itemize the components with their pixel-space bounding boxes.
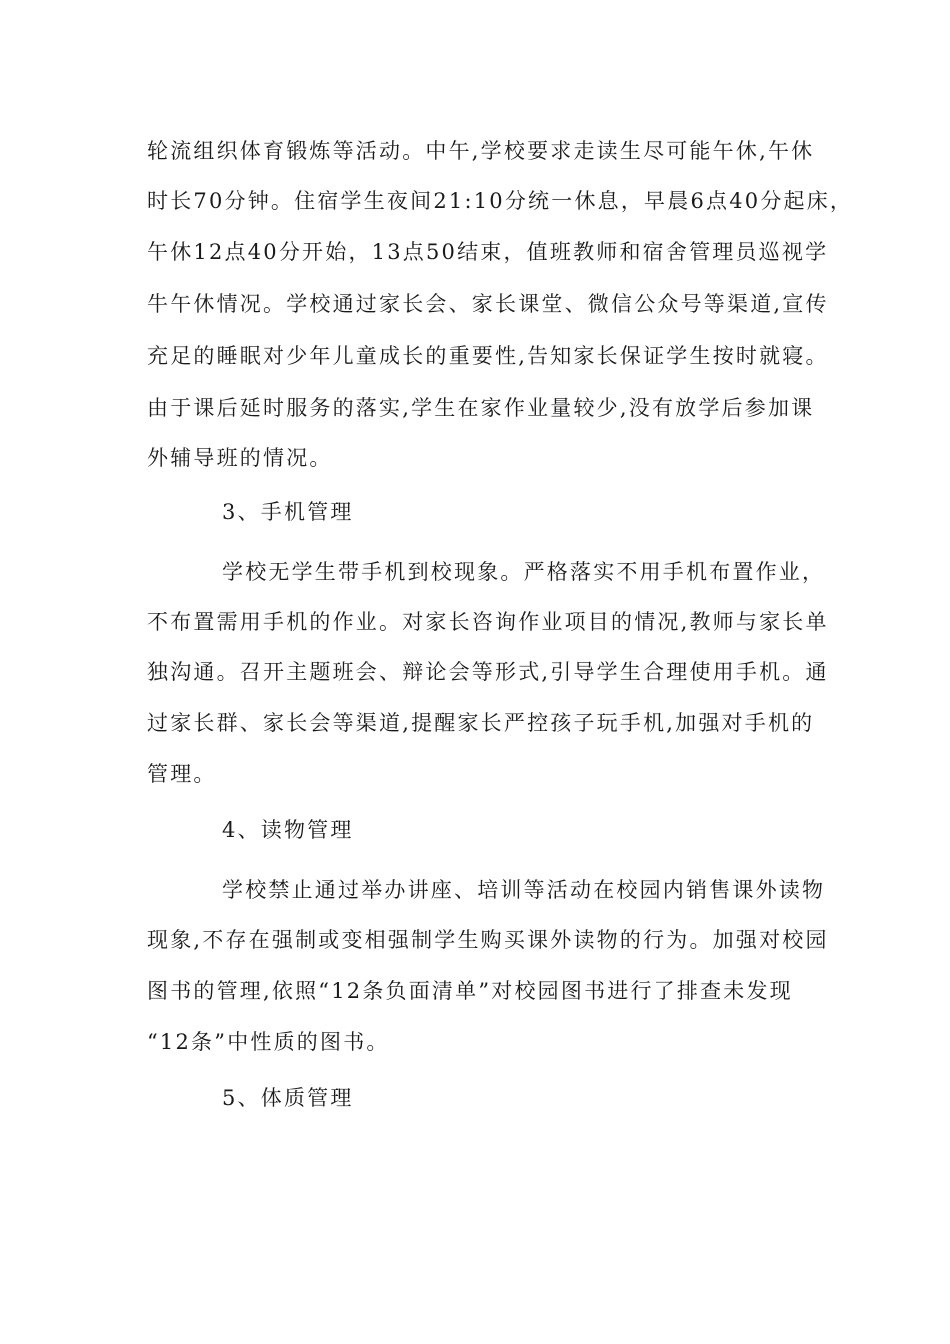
- section-heading-reading: 4、读物管理: [222, 818, 354, 842]
- paragraph-line: 午休12点40分开始，13点50结束，值班教师和宿舍管理员巡视学: [147, 240, 829, 264]
- paragraph-line: 图书的管理,依照“12条负面清单”对校园图书进行了排查未发现: [147, 979, 793, 1003]
- paragraph-line: 过家长群、家长会等渠道,提醒家长严控孩子玩手机,加强对手机的: [147, 711, 815, 735]
- paragraph-line: 轮流组织体育锻炼等活动。中午,学校要求走读生尽可能午休,午休: [147, 139, 815, 163]
- paragraph-line: 由于课后延时服务的落实,学生在家作业量较少,没有放学后参加课: [147, 396, 815, 420]
- paragraph-line: 充足的睡眠对少年儿童成长的重要性,告知家长保证学生按时就寝。: [147, 344, 829, 368]
- paragraph-line: 不布置需用手机的作业。对家长咨询作业项目的情况,教师与家长单: [147, 610, 829, 634]
- paragraph-line: 现象,不存在强制或变相强制学生购买课外读物的行为。加强对校园: [147, 928, 829, 952]
- paragraph-line: 外辅导班的情况。: [147, 446, 333, 470]
- section-heading-phone: 3、手机管理: [222, 500, 354, 524]
- paragraph-line: 管理。: [147, 762, 217, 786]
- paragraph-line: 学校无学生带手机到校现象。严格落实不用手机布置作业，: [222, 560, 826, 584]
- paragraph-line: 牛午休情况。学校通过家长会、家长课堂、微信公众号等渠道,宣传: [147, 292, 829, 316]
- paragraph-line: 时长70分钟。住宿学生夜间21:10分统一休息，早晨6点40分起床，: [147, 189, 854, 213]
- paragraph-line: “12条”中性质的图书。: [147, 1030, 390, 1054]
- paragraph-line: 学校禁止通过举办讲座、培训等活动在校园内销售课外读物: [222, 878, 826, 902]
- section-heading-physique: 5、体质管理: [222, 1086, 354, 1110]
- paragraph-line: 独沟通。召开主题班会、辩论会等形式,引导学生合理使用手机。通: [147, 660, 829, 684]
